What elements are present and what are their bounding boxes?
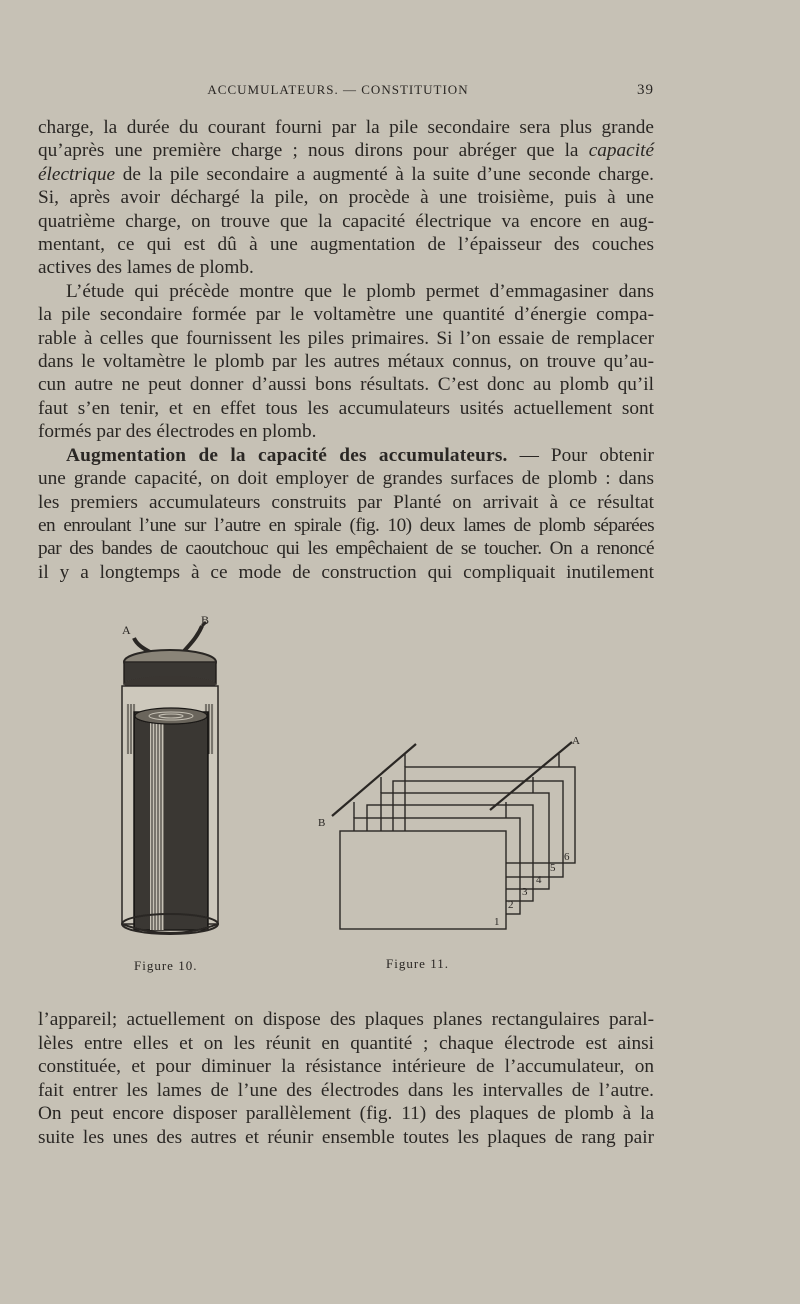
text-line: la pile secondaire formée par le voltamètre une quantité d’énergie compa- (38, 304, 654, 326)
text-line: formés par des électrodes en plomb. (38, 421, 317, 443)
text-line: lèles entre elles et on les réunit en quantité ; chaque électrode est ainsi (38, 1032, 654, 1054)
text-line: quatrième charge, on trouve que la capacité électrique va encore en aug- (38, 210, 654, 232)
text-line: L’étude qui précède montre que le plomb permet d’emmagasiner dans (66, 280, 654, 302)
text-span: qu’après une première charge ; nous dirons pour abréger que la (38, 140, 579, 162)
text-line: en enroulant l’une sur l’autre en spirale (fig. 10) deux lames de plomb séparées (38, 514, 654, 536)
text-line: Si, après avoir déchargé la pile, on procède à une troisième, puis à une (38, 187, 654, 209)
text-line: rable à celles que fournissent les piles primaires. Si l’on essaie de remplacer (38, 327, 654, 349)
text-line: fait entrer les lames de l’une des électrodes dans les intervalles de l’autre. (38, 1079, 654, 1101)
paragraph-4 (38, 1008, 654, 1150)
figure-11-parallel-plates (314, 732, 604, 932)
text-line: faut s’en tenir, et en effet tous les accumulateurs usités actuellement sont (38, 397, 654, 419)
italic-term: capacité (588, 140, 654, 162)
figure-10-label-b: B (201, 613, 210, 627)
page-number: 39 (637, 82, 654, 98)
text-line (38, 139, 654, 162)
text-line: actives des lames de plomb. (38, 257, 254, 279)
text-line (38, 444, 654, 467)
plate-number: 2 (508, 899, 514, 911)
plate-number: 5 (550, 862, 556, 874)
text-line: suite les unes des autres et réunir ensemble toutes les plaques de rang pair (38, 1126, 654, 1148)
text-line: charge, la durée du courant fourni par la pile secondaire sera plus grande (38, 117, 654, 138)
text-line: cun autre ne peut donner d’aussi bons résultats. C’est donc au plomb qu’il (38, 374, 654, 396)
figure-11-label-a: A (572, 735, 580, 747)
plate-number: 1 (494, 916, 500, 928)
plate-number: 4 (536, 874, 542, 886)
figure-10-caption: Figure 10. (134, 958, 198, 973)
text-line: une grande capacité, on doit employer de grandes surfaces de plomb : dans (38, 468, 654, 490)
section-heading: Augmentation de la capacité des accumulateurs. (66, 444, 508, 466)
body-text-bottom (38, 1008, 654, 1150)
running-head-title: ACCUMULATEURS. — CONSTITUTION (207, 82, 469, 97)
figure-10-label-a: A (122, 623, 131, 637)
figure-11-label-b: B (318, 817, 326, 829)
text-line: il y a longtemps à ce mode de construction qui compliquait inutilement (38, 561, 654, 583)
text-span: de la pile secondaire a augmenté à la suite d’une seconde charge. (122, 163, 654, 185)
figure-10-spiral-accumulator (112, 612, 230, 942)
plate-number: 6 (564, 851, 570, 863)
text-line: par des bandes de caoutchouc qui les empêchaient de se toucher. On a renoncé (38, 538, 654, 560)
text-line: On peut encore disposer parallèlement (fig. 11) des plaques de plomb à la (38, 1103, 654, 1125)
italic-term: électrique (38, 163, 116, 185)
text-line: les premiers accumulateurs construits par Planté on arrivait à ce résultat (38, 491, 654, 513)
figure-11-caption: Figure 11. (386, 956, 449, 971)
text-line: mentant, ce qui est dû à une augmentation de l’épaisseur des couches (38, 234, 654, 256)
paragraph-2 (38, 280, 654, 444)
text-line: l’appareil; actuellement on dispose des plaques planes rectangulaires paral- (38, 1009, 654, 1030)
paragraph-3 (38, 444, 654, 584)
paragraph-1 (38, 116, 654, 280)
body-text-top (38, 116, 654, 584)
text-line: constituée, et pour diminuer la résistance intérieure de l’accumulateur, on (38, 1056, 654, 1078)
figure-11-bar-a (490, 742, 572, 810)
text-line: dans le voltamètre le plomb par les autres métaux connus, on trouve qu’au- (38, 351, 654, 373)
text-span: — Pour obtenir (507, 444, 654, 466)
text-line (38, 163, 654, 186)
plate-number: 3 (522, 886, 528, 898)
running-head (38, 82, 654, 102)
